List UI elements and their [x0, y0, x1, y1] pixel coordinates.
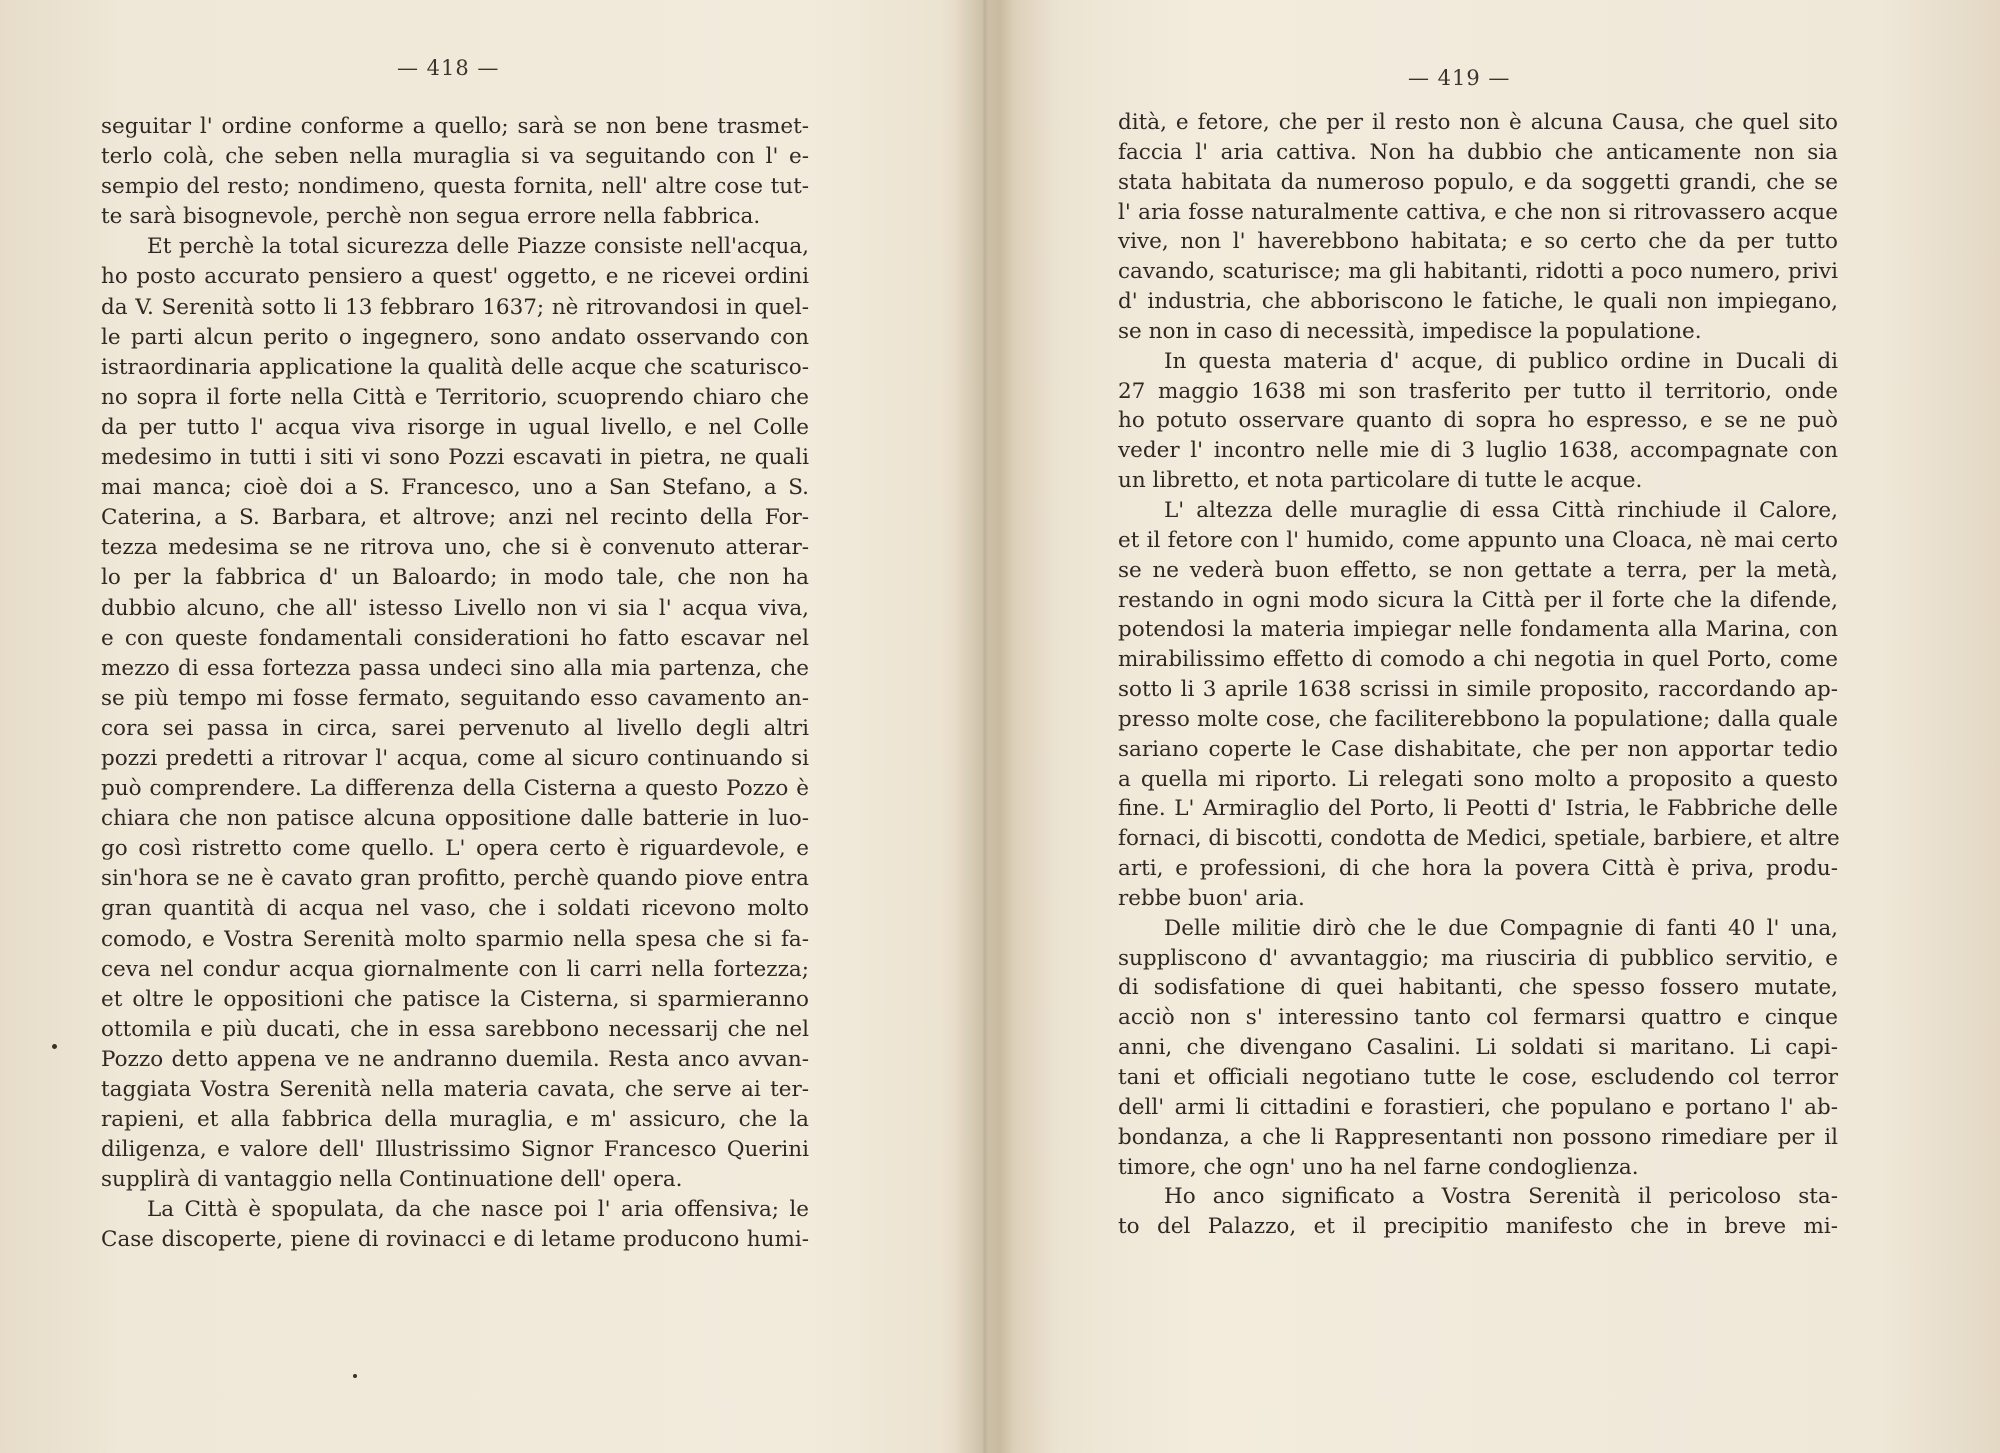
- text-line: Caterina, a S. Barbara, et altrove; anzi nel recinto della For-: [101, 505, 809, 531]
- text-line: medesimo in tutti i siti vi sono Pozzi escavati in pietra, ne quali: [101, 445, 809, 471]
- text-line: arti, e professioni, di che hora la povera Città è priva, produ-: [1118, 856, 1838, 882]
- text-line: cora sei passa in circa, sarei pervenuto al livello degli altri: [101, 715, 809, 741]
- text-line: comodo, e Vostra Serenità molto sparmio nella spesa che si fa-: [101, 926, 809, 952]
- text-line: tezza medesima se ne ritrova uno, che si è convenuto atterar-: [101, 535, 809, 561]
- text-line: vive, non l' haverebbono habitata; e so certo che da per tutto: [1118, 229, 1838, 255]
- text-line: no sopra il forte nella Città e Territorio, scuoprendo chiaro che: [101, 384, 809, 410]
- text-line: La Città è spopulata, da che nasce poi l' aria offensiva; le: [147, 1197, 809, 1223]
- text-line: gran quantità di acqua nel vaso, che i soldati ricevono molto: [101, 896, 809, 922]
- text-line: seguitar l' ordine conforme a quello; sarà se non bene trasmet-: [101, 114, 809, 139]
- text-line: fine. L' Armiraglio del Porto, li Peotti d' Istria, le Fabbriche delle: [1118, 796, 1838, 822]
- text-line: può comprendere. La differenza della Cisterna a questo Pozzo è: [101, 776, 809, 802]
- text-line: pozzi predetti a ritrovar l' acqua, come al sicuro continuando si: [101, 745, 809, 771]
- text-line: a quella mi riporto. Li relegati sono molto a proposito a questo: [1118, 766, 1838, 792]
- ink-speck: [52, 1044, 57, 1049]
- ink-speck: [353, 1374, 357, 1378]
- text-line: un libretto, et nota particolare di tutte le acque.: [1118, 468, 1643, 494]
- text-line: bondanza, a che li Rappresentanti non possono rimediare per il: [1118, 1124, 1838, 1150]
- text-line: ceva nel condur acqua giornalmente con li carri nella fortezza;: [101, 956, 809, 982]
- text-line: Et perchè la total sicurezza delle Piazze consiste nell'acqua,: [147, 234, 809, 260]
- text-line: dell' armi li cittadini e forastieri, che populano e portano l' ab-: [1118, 1094, 1838, 1120]
- text-line: da per tutto l' acqua viva risorge in ugual livello, e nel Colle: [101, 414, 809, 440]
- text-line: taggiata Vostra Serenità nella materia cavata, che serve ai ter-: [101, 1077, 809, 1102]
- text-line: potendosi la materia impiegar nelle fondamenta alla Marina, con: [1118, 617, 1838, 643]
- text-line: go così ristretto come quello. L' opera certo è riguardevole, e: [101, 836, 809, 862]
- text-line: cavando, scaturisce; ma gli habitanti, ridotti a poco numero, privi: [1118, 259, 1838, 285]
- text-line: et il fetore con l' humido, come appunto una Cloaca, nè mai certo: [1118, 527, 1838, 553]
- text-line: anni, che divengano Casalini. Li soldati si maritano. Li capi-: [1118, 1035, 1838, 1061]
- text-line: ottomila e più ducati, che in essa sarebbono necessarij che nel: [101, 1016, 809, 1042]
- text-line: faccia l' aria cattiva. Non ha dubbio che anticamente non sia: [1118, 139, 1838, 165]
- text-line: te sarà bisognevole, perchè non segua errore nella fabbrica.: [101, 204, 761, 230]
- text-line: acciò non s' interessino tanto col fermarsi quattro e cinque: [1118, 1005, 1838, 1031]
- text-line: mezzo di essa fortezza passa undeci sino alla mia partenza, che: [101, 655, 809, 681]
- page-number-right: — 419 —: [1408, 66, 1511, 90]
- text-line: chiara che non patisce alcuna oppositione dalle batterie in luo-: [101, 806, 809, 832]
- text-line: mirabilissimo effetto di comodo a chi negotia in quel Porto, come: [1118, 647, 1838, 673]
- right-page: [1015, 0, 2000, 1453]
- text-line: et oltre le oppositioni che patisce la Cisterna, si sparmieranno: [101, 986, 809, 1012]
- text-line: ho posto accurato pensiero a quest' oggetto, e ne ricevei ordini: [101, 264, 809, 290]
- text-line: d' industria, che abboriscono le fatiche, le quali non impiegano,: [1118, 289, 1838, 315]
- text-line: rebbe buon' aria.: [1118, 885, 1305, 911]
- text-line: 27 maggio 1638 mi son trasferito per tutto il territorio, onde: [1118, 378, 1838, 404]
- text-line: se ne vederà buon effetto, se non gettate a terra, per la metà,: [1118, 557, 1838, 583]
- text-line: sariano coperte le Case dishabitate, che per non apportar tedio: [1118, 736, 1838, 762]
- text-line: tani et officiali negotiano tutte le cose, escludendo col terror: [1118, 1065, 1838, 1090]
- text-line: rapieni, et alla fabbrica della muraglia, e m' assicuro, che la: [101, 1107, 809, 1133]
- text-line: L' altezza delle muraglie di essa Città rinchiude il Calore,: [1164, 497, 1838, 523]
- text-line: sotto li 3 aprile 1638 scrissi in simile proposito, raccordando ap-: [1118, 677, 1838, 703]
- text-line: Pozzo detto appena ve ne andranno duemila. Resta anco avvan-: [101, 1046, 809, 1072]
- text-line: e con queste fondamentali considerationi ho fatto escavar nel: [101, 625, 809, 651]
- text-line: Case discoperte, piene di rovinacci e di letame producono humi-: [101, 1227, 809, 1253]
- page-number-left: — 418 —: [397, 56, 500, 80]
- text-line: di sodisfatione di quei habitanti, che spesso fossero mutate,: [1118, 975, 1838, 1001]
- text-line: diligenza, e valore dell' Illustrissimo Signor Francesco Querini: [101, 1137, 809, 1163]
- text-line: stata habitata da numeroso populo, e da soggetti grandi, che se: [1118, 169, 1838, 195]
- text-line: mai manca; cioè doi a S. Francesco, uno a San Stefano, a S.: [101, 475, 809, 501]
- text-line: Delle militie dirò che le due Compagnie di fanti 40 l' una,: [1164, 915, 1838, 941]
- text-line: le parti alcun perito o ingegnero, sono andato osservando con: [101, 324, 809, 350]
- text-line: istraordinaria applicatione la qualità delle acque che scaturisco-: [101, 354, 809, 380]
- text-line: In questa materia d' acque, di publico ordine in Ducali di: [1164, 348, 1838, 374]
- text-line: fornaci, di biscotti, condotta de Medici, spetiale, barbiere, et altre: [1118, 826, 1840, 852]
- right-page-text: [1118, 108, 1838, 1242]
- text-line: suppliscono d' avvantaggio; ma riusciria di pubblico servitio, e: [1118, 945, 1838, 971]
- text-line: lo per la fabbrica d' un Baloardo; in modo tale, che non ha: [101, 565, 809, 591]
- text-line: se più tempo mi fosse fermato, seguitando esso cavamento an-: [101, 685, 809, 711]
- text-line: l' aria fosse naturalmente cattiva, e che non si ritrovassero acque: [1118, 199, 1838, 225]
- text-line: sempio del resto; nondimeno, questa fornita, nell' altre cose tut-: [101, 174, 809, 200]
- text-line: dità, e fetore, che per il resto non è alcuna Causa, che quel sito: [1118, 110, 1838, 135]
- text-line: supplirà di vantaggio nella Continuatione dell' opera.: [101, 1167, 683, 1193]
- left-page: [0, 0, 985, 1453]
- text-line: dubbio alcuno, che all' istesso Livello non vi sia l' acqua viva,: [101, 595, 809, 621]
- text-line: da V. Serenità sotto li 13 febbraro 1637; nè ritrovandosi in quel-: [101, 294, 809, 320]
- text-line: to del Palazzo, et il precipitio manifesto che in breve mi-: [1118, 1214, 1838, 1240]
- text-line: terlo colà, che seben nella muraglia si va seguitando con l' e-: [101, 144, 809, 170]
- text-line: presso molte cose, che faciliterebbono la populatione; dalla quale: [1118, 706, 1838, 732]
- text-line: ho potuto osservare quanto di sopra ho espresso, e se ne può: [1118, 408, 1838, 434]
- text-line: Ho anco significato a Vostra Serenità il pericoloso sta-: [1164, 1184, 1838, 1210]
- left-page-text: [101, 112, 809, 1256]
- text-line: se non in caso di necessità, impedisce la populatione.: [1118, 318, 1702, 344]
- text-line: timore, che ogn' uno ha nel farne condoglienza.: [1118, 1154, 1639, 1180]
- text-line: veder l' incontro nelle mie di 3 luglio 1638, accompagnate con: [1118, 438, 1838, 464]
- text-line: sin'hora se ne è cavato gran profitto, perchè quando piove entra: [101, 866, 809, 892]
- text-line: restando in ogni modo sicura la Città per il forte che la difende,: [1118, 587, 1838, 613]
